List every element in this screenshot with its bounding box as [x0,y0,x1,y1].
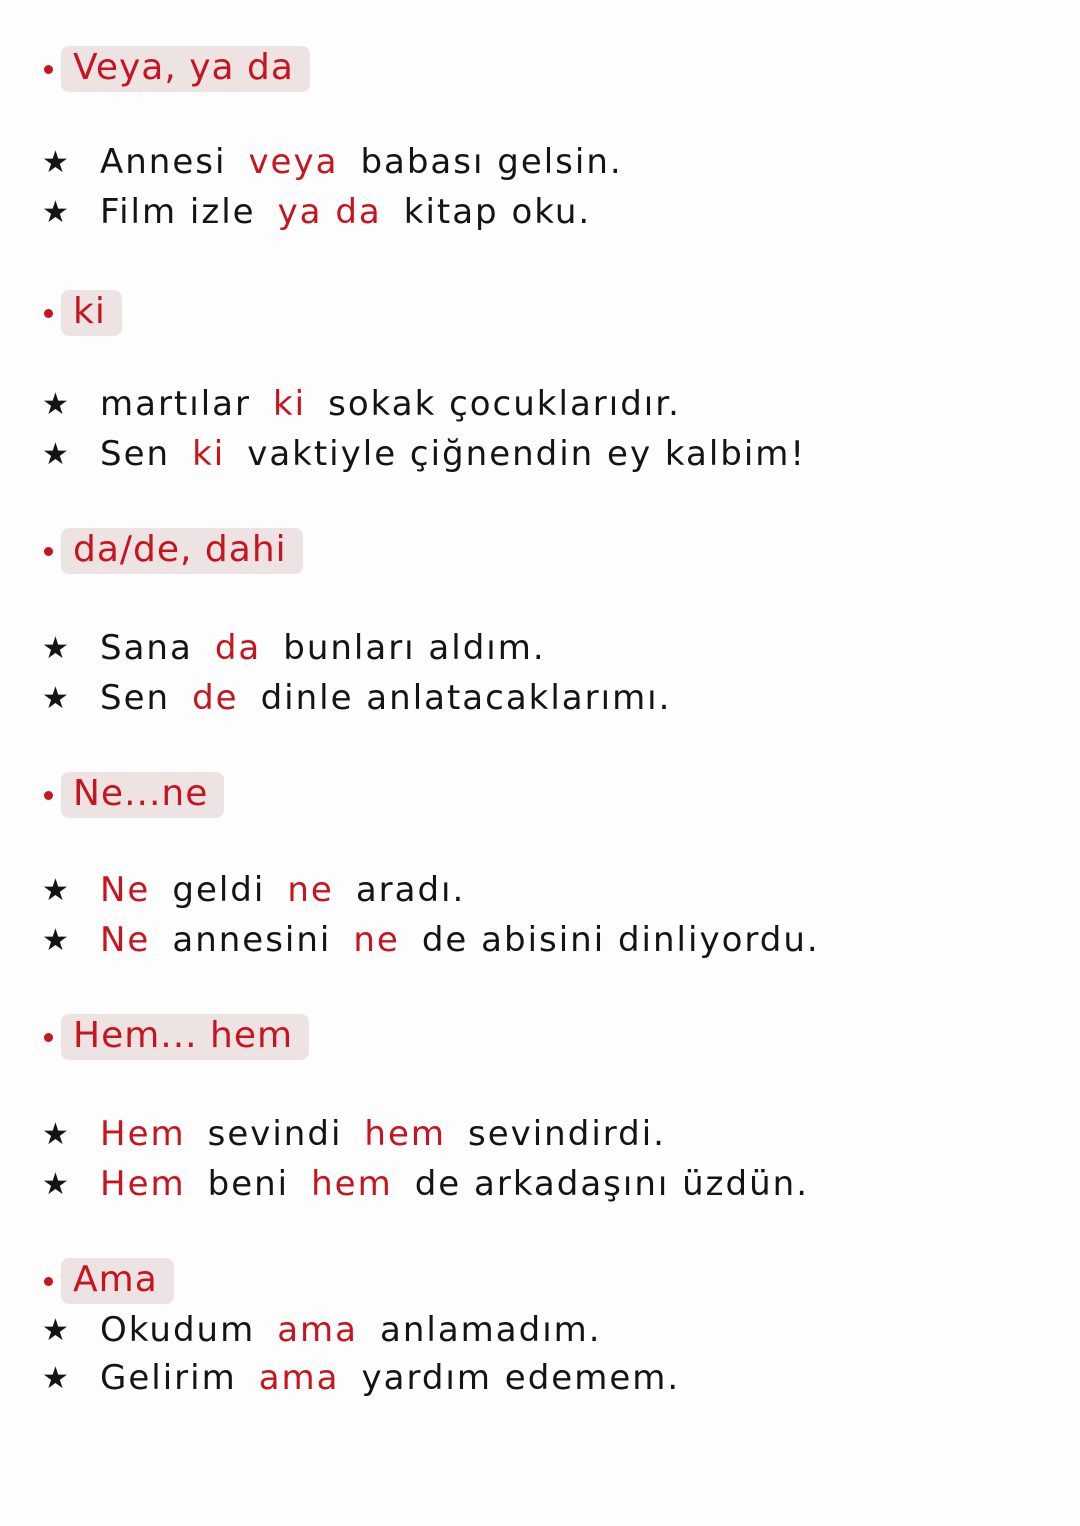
example-sentence [42,1164,831,1204]
sentence-text: Okudum [100,1310,256,1350]
sentence-text: yardım edemem. [361,1358,681,1398]
section-heading [44,1258,174,1304]
conjunction-word: ne [287,870,334,910]
conjunction-word: Hem [100,1164,186,1204]
conjunction-word: da [214,628,262,668]
example-sentence [42,920,842,960]
example-sentence [42,192,613,232]
bullet-dot-icon [44,1033,53,1042]
sentence-text: bunları aldım. [283,628,546,668]
sentence-text: Sana [100,628,193,668]
sentence-text: martılar [100,384,251,424]
sentence-text: de abisini dinliyordu. [421,920,820,960]
heading-label: Ne...ne [61,772,224,818]
example-sentence [42,384,703,424]
star-icon: ★ [42,194,71,230]
sentence-text: dinle anlatacaklarımı. [260,678,672,718]
section-heading [44,290,122,336]
bullet-dot-icon [44,1277,53,1286]
star-icon: ★ [42,1312,71,1348]
sentence-text: babası gelsin. [360,142,623,182]
conjunction-word: ama [277,1310,359,1350]
sentence-text: Sen [100,678,171,718]
sentence-text: Film izle [100,192,256,232]
example-sentence [42,678,693,718]
conjunction-word: ne [353,920,400,960]
heading-label: Veya, ya da [61,46,310,92]
sentence-text: kitap oku. [403,192,592,232]
bullet-dot-icon [44,65,53,74]
conjunction-word: veya [248,142,339,182]
heading-label: ki [61,290,122,336]
example-sentence [42,870,487,910]
conjunction-word: ama [258,1358,340,1398]
star-icon: ★ [42,680,71,716]
heading-label: da/de, dahi [61,528,303,574]
example-sentence [42,1310,624,1350]
bullet-dot-icon [44,547,53,556]
sentence-text: aradı. [355,870,466,910]
heading-label: Hem... hem [61,1014,309,1060]
sentence-text: anlamadım. [380,1310,602,1350]
section-heading [44,1014,309,1060]
star-icon: ★ [42,872,71,908]
sentence-text: sokak çocuklarıdır. [328,384,681,424]
sentence-text: Sen [100,434,171,474]
section-heading [44,46,310,92]
conjunction-word: Ne [100,870,151,910]
heading-label: Ama [61,1258,174,1304]
star-icon: ★ [42,1116,71,1152]
example-sentence [42,142,645,182]
star-icon: ★ [42,436,71,472]
conjunction-word: hem [364,1114,446,1154]
conjunction-word: ki [272,384,307,424]
example-sentence [42,434,828,474]
bullet-dot-icon [44,309,53,318]
example-sentence [42,1358,702,1398]
conjunction-word: hem [311,1164,393,1204]
star-icon: ★ [42,144,71,180]
star-icon: ★ [42,1360,71,1396]
bullet-dot-icon [44,791,53,800]
section-heading [44,772,224,818]
sentence-text: de arkadaşını üzdün. [414,1164,810,1204]
sentence-text: beni [207,1164,290,1204]
sentence-text: Gelirim [100,1358,237,1398]
conjunction-word: Hem [100,1114,186,1154]
star-icon: ★ [42,1166,71,1202]
conjunction-word: ki [192,434,226,474]
example-sentence [42,628,568,668]
conjunction-word: ya da [277,192,382,232]
conjunction-word: de [192,678,239,718]
sentence-text: sevindi [207,1114,343,1154]
example-sentence [42,1114,688,1154]
sentence-text: annesini [172,920,332,960]
star-icon: ★ [42,386,71,422]
sentence-text: sevindirdi. [467,1114,666,1154]
star-icon: ★ [42,922,71,958]
star-icon: ★ [42,630,71,666]
conjunction-word: Ne [100,920,151,960]
section-heading [44,528,303,574]
sentence-text: Annesi [100,142,227,182]
sentence-text: vaktiyle çiğnendin ey kalbim! [247,434,807,474]
sentence-text: geldi [172,870,266,910]
